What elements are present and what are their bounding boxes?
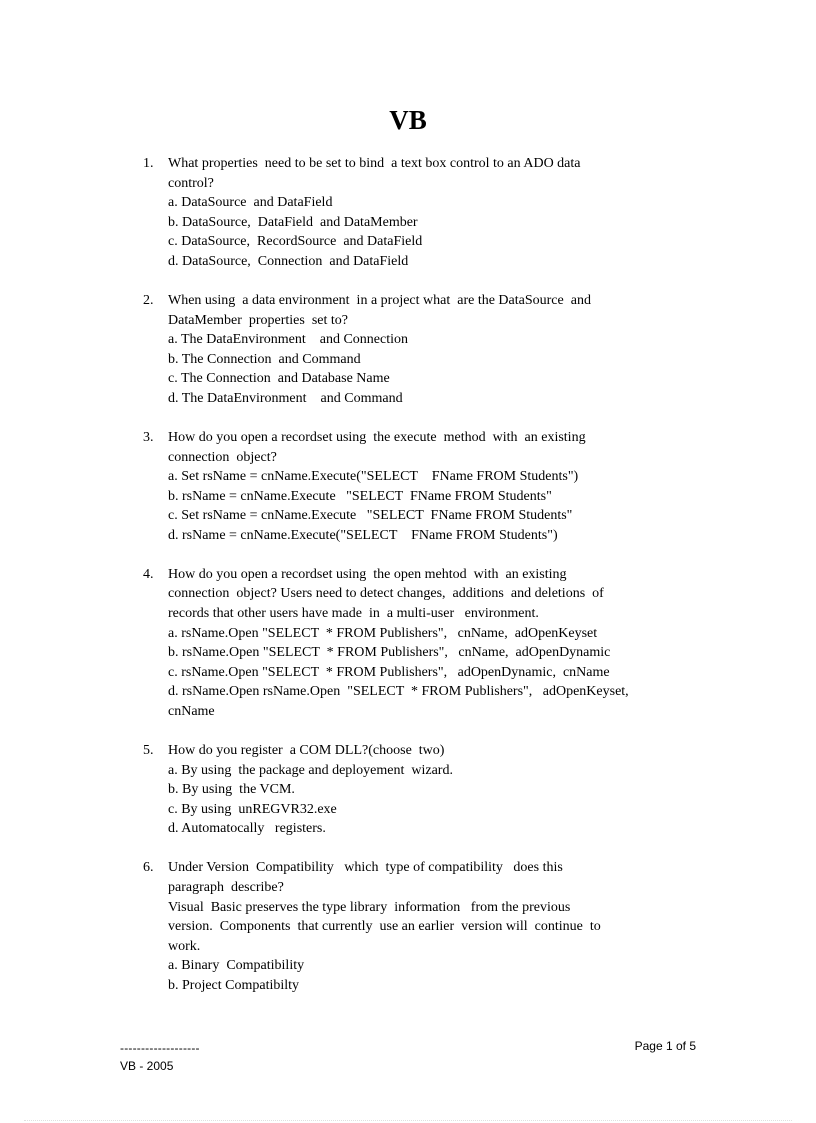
answer-option-b: b. DataSource, DataField and DataMember — [168, 214, 418, 230]
footer-rule: ------------------- — [120, 1041, 200, 1055]
page-title: VB — [389, 105, 427, 135]
answer-option-d-continued: cnName — [168, 704, 215, 720]
question-text: version. Components that currently use an earlier version will continue to — [168, 919, 601, 935]
answer-option-a: a. Set rsName = cnName.Execute("SELECT FName FROM Students") — [168, 469, 579, 485]
answer-option-d: d. rsName = cnName.Execute("SELECT FName FROM Students") — [168, 527, 558, 543]
footer-page-number: Page 1 of 5 — [634, 1039, 696, 1053]
answer-option-d: d. rsName.Open rsName.Open "SELECT * FROM Publishers", adOpenKeyset, — [168, 684, 629, 700]
question-text: work. — [168, 938, 201, 954]
question-number: 6. — [143, 860, 154, 876]
question-4 — [143, 565, 703, 722]
question-text: How do you open a recordset using the execute method with an existing — [168, 429, 586, 445]
answer-option-b: b. rsName = cnName.Execute "SELECT FName FROM Students" — [168, 488, 552, 504]
question-text: connection object? Users need to detect changes, additions and deletions of — [168, 586, 604, 602]
answer-option-a: a. DataSource and DataField — [168, 195, 333, 211]
question-list — [143, 154, 703, 1015]
answer-option-d: d. The DataEnvironment and Command — [168, 390, 403, 406]
answer-option-c: c. By using unREGVR32.exe — [168, 801, 337, 817]
question-6 — [143, 858, 703, 995]
answer-option-b: b. The Connection and Command — [168, 351, 361, 367]
question-text: connection object? — [168, 449, 277, 465]
question-text: records that other users have made in a multi-user environment. — [168, 606, 539, 622]
question-5 — [143, 741, 703, 839]
question-text: DataMember properties set to? — [168, 312, 348, 328]
answer-option-b: b. By using the VCM. — [168, 782, 295, 798]
question-text: How do you register a COM DLL?(choose two) — [168, 743, 445, 758]
question-text: Visual Basic preserves the type library information from the previous — [168, 899, 571, 915]
answer-option-c: c. rsName.Open "SELECT * FROM Publishers", adOpenDynamic, cnName — [168, 664, 610, 680]
answer-option-c: c. The Connection and Database Name — [168, 371, 390, 387]
question-number: 2. — [143, 292, 154, 308]
answer-option-a: a. rsName.Open "SELECT * FROM Publishers", cnName, adOpenKeyset — [168, 625, 598, 641]
question-1 — [143, 154, 703, 272]
answer-option-a: a. Binary Compatibility — [168, 958, 305, 974]
footer-doc-code: VB - 2005 — [120, 1059, 174, 1073]
answer-option-b: b. rsName.Open "SELECT * FROM Publishers", cnName, adOpenDynamic — [168, 645, 611, 661]
answer-option-d: d. Automatocally registers. — [168, 821, 326, 837]
answer-option-a: a. The DataEnvironment and Connection — [168, 332, 409, 348]
answer-option-d: d. DataSource, Connection and DataField — [168, 253, 409, 269]
question-text: paragraph describe? — [168, 879, 284, 895]
question-number: 3. — [143, 429, 154, 445]
question-text: control? — [168, 175, 214, 191]
question-text: When using a data environment in a project what are the DataSource and — [168, 292, 591, 308]
question-text: How do you open a recordset using the open mehtod with an existing — [168, 566, 567, 582]
answer-option-c: c. DataSource, RecordSource and DataField — [168, 234, 423, 250]
question-number: 4. — [143, 566, 154, 582]
question-number: 5. — [143, 743, 154, 758]
answer-option-b: b. Project Compatibilty — [168, 977, 300, 993]
question-3 — [143, 428, 703, 546]
question-number: 1. — [143, 156, 154, 171]
question-2 — [143, 291, 703, 409]
answer-option-a: a. By using the package and deployement wizard. — [168, 762, 453, 778]
question-text: What properties need to be set to bind a text box control to an ADO data — [168, 156, 581, 171]
page-bottom-border — [24, 1120, 792, 1121]
question-text: Under Version Compatibility which type of compatibility does this — [168, 860, 563, 876]
answer-option-c: c. Set rsName = cnName.Execute "SELECT FName FROM Students" — [168, 508, 573, 524]
